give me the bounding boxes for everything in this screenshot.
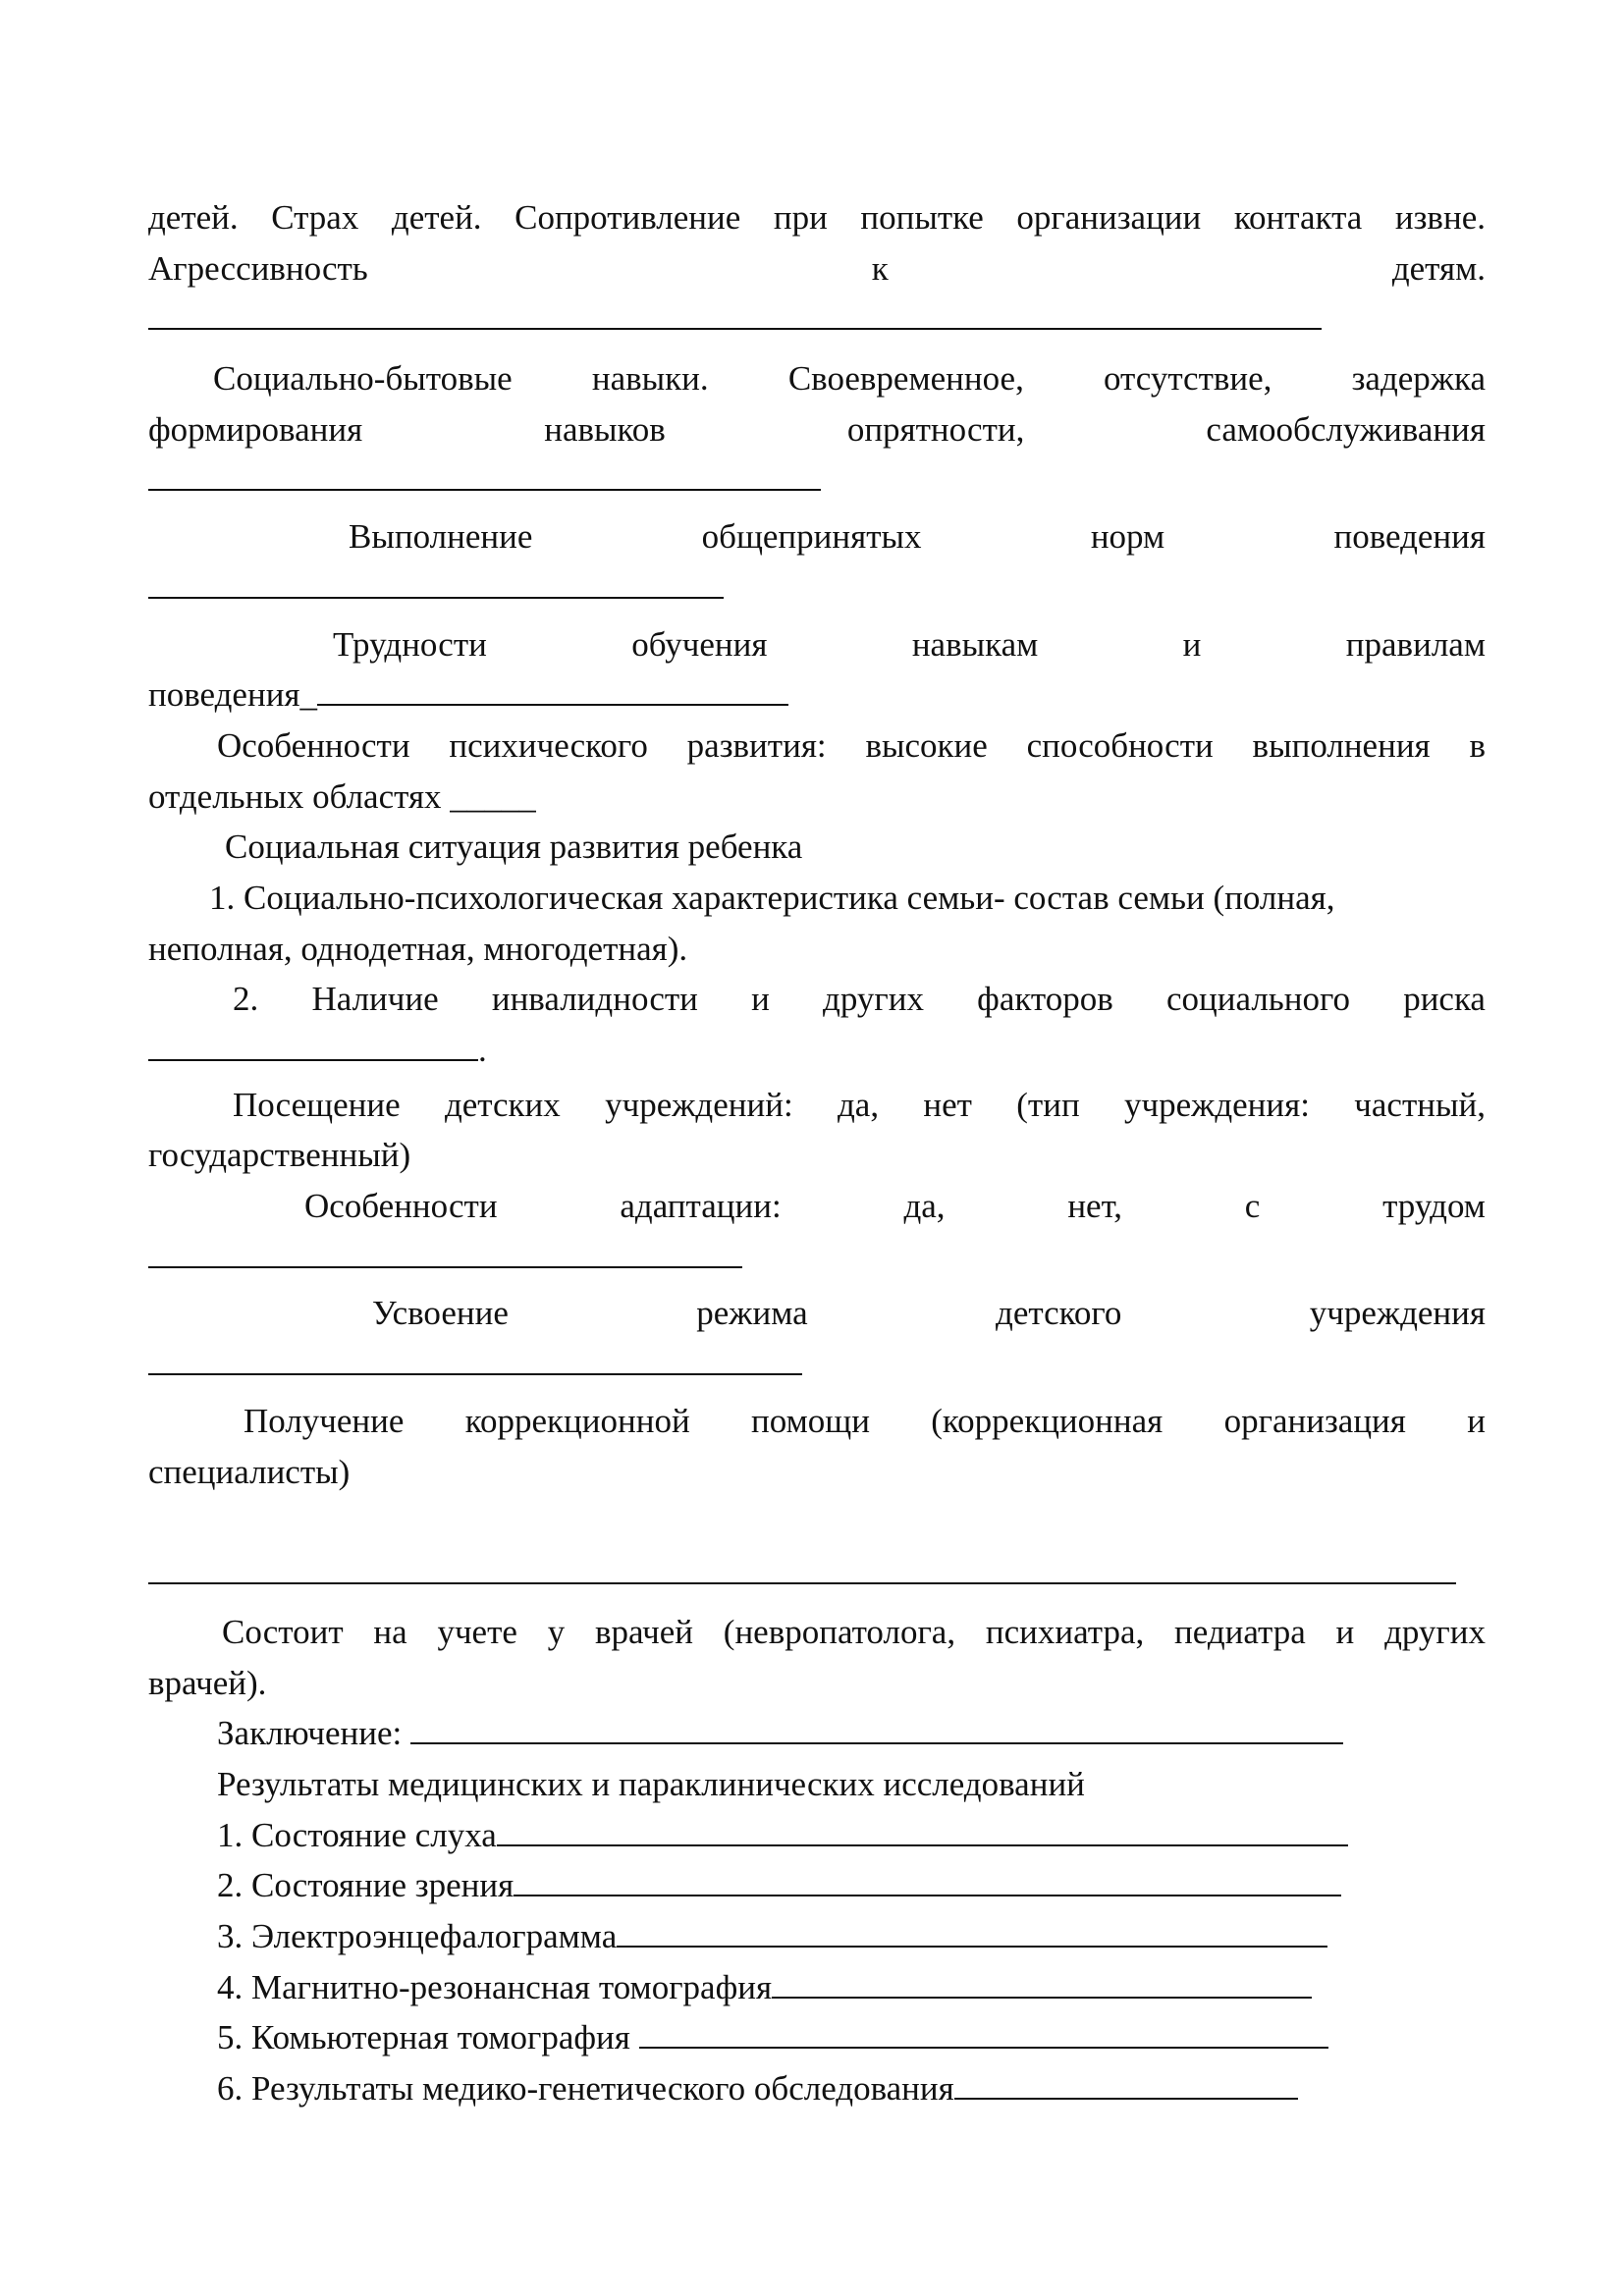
text-word: отсутствие, [1103,359,1272,399]
text-word: других [1384,1612,1486,1651]
section-heading: Результаты медицинских и параклинических исследований [217,1764,1085,1803]
text-word: да, [903,1187,946,1226]
text-word: попытке [860,198,984,237]
text-word: задержка [1351,359,1486,399]
fill-in-blank[interactable] [148,567,724,599]
conclusion-label: Заключение: [217,1714,410,1753]
paragraph-aggression [148,243,1486,294]
text-word: правилам [1345,624,1486,664]
medical-item-label: 1. Состояние слуха [217,1815,497,1854]
blank-line-aggression [148,294,1486,345]
paragraph-children-fear [148,192,1486,243]
text-word: учреждений: [605,1085,793,1124]
text-word: Социально-бытовые [213,359,513,399]
text-word: да, [837,1085,880,1124]
text-word: риска [1403,980,1486,1019]
text-word: детям. [1391,248,1486,288]
medical-item-hearing [148,1810,1486,1861]
text-word: учете [437,1612,517,1651]
paragraph-attendance-cont [148,1130,1486,1181]
fill-in-blank[interactable] [148,1344,802,1375]
medical-item-label: 5. Комьютерная томография [217,2018,639,2057]
medical-item-blank[interactable] [617,1916,1327,1948]
heading-medical-results [148,1759,1486,1810]
text-word: социального [1166,980,1350,1019]
paragraph-difficulties [148,619,1486,670]
list-item-family [148,873,1486,924]
paragraph-difficulties-cont [148,669,1486,721]
text-word: извне. [1394,198,1486,237]
text-word: врачей [594,1612,694,1651]
fill-in-blank[interactable] [148,459,821,491]
text-word: самообслуживания [1206,409,1486,449]
medical-item-blank[interactable] [497,1815,1348,1846]
text-word: контакта [1233,198,1363,237]
text-word: Выполнение [349,517,533,557]
text-word: педиатра [1174,1612,1306,1651]
document-page [148,192,1486,2114]
text-word: с [1244,1187,1261,1226]
fill-in-blank[interactable] [317,674,788,706]
paragraph-correction-cont [148,1447,1486,1498]
text-word: нет, [1067,1187,1122,1226]
text-word: и [1467,1401,1486,1440]
medical-item-eeg [148,1911,1486,1962]
text-label: поведения_ [148,675,318,715]
text-word: трудом [1382,1187,1486,1226]
text-word: (коррекционная [931,1401,1164,1440]
medical-item-label: 3. Электроэнцефалограмма [217,1917,618,1955]
text-word: Посещение [233,1085,401,1124]
text-word: учреждения: [1124,1085,1310,1124]
text-word: помощи [751,1401,870,1440]
medical-item-blank[interactable] [772,1967,1312,1999]
text-word: организации [1016,198,1202,237]
blank-line-disability [148,1025,1486,1076]
text-line: неполная, однодетная, многодетная). [148,929,688,968]
text-word: инвалидности [491,980,698,1019]
section-heading: Социальная ситуация развития ребенка [225,828,803,867]
paragraph-adaptation [148,1181,1486,1232]
text-word: способности [1026,725,1214,765]
text-word: развития: [686,725,827,765]
text-word: коррекционной [464,1401,690,1440]
medical-item-blank[interactable] [514,1865,1341,1896]
paragraph-attendance [148,1080,1486,1131]
text-word: Трудности [333,624,487,664]
list-item-disability [148,974,1486,1025]
text-word: Своевременное, [787,359,1024,399]
text-word: детей. [391,198,482,237]
text-word: факторов [977,980,1113,1019]
paragraph-social-skills-cont [148,404,1486,455]
text-word: при [773,198,828,237]
text-word: учреждения [1309,1294,1486,1333]
blank-line-correction [148,1548,1486,1599]
text-word: обучения [631,624,768,664]
text-word: формирования [148,409,363,449]
text-line: врачей). [148,1663,267,1702]
text-word: норм [1090,517,1165,557]
text-word: детских [444,1085,561,1124]
text-word: других [823,980,924,1019]
fill-in-blank[interactable] [148,1237,742,1268]
paragraph-social-skills [148,353,1486,404]
text-word: и [751,980,770,1019]
blank-line-norms [148,562,1486,614]
fill-in-blank[interactable] [148,298,1322,330]
blank-line-regime [148,1339,1486,1390]
text-word: Наличие [311,980,439,1019]
blank-line-social [148,454,1486,506]
empty-line [148,1497,1486,1548]
heading-social-situation [148,822,1486,873]
text-word: Страх [271,198,359,237]
medical-item-label: 4. Магнитно-резонансная томография [217,1967,773,2006]
text-word: частный, [1354,1085,1486,1124]
text-word: Особенности [304,1187,498,1226]
blank-line-adaptation [148,1232,1486,1283]
text-line: 1. Социально-психологическая характеристика семьи- состав семьи (полная, [209,878,1335,917]
paragraph-doctors [148,1607,1486,1658]
text-word: у [547,1612,566,1651]
medical-item-blank[interactable] [639,2017,1328,2049]
paragraph-psych-features [148,721,1486,772]
text-word: Усвоение [372,1294,509,1333]
medical-item-blank[interactable] [954,2068,1298,2100]
text-line: отдельных областях _____ [148,776,536,816]
text-word: 2. [233,980,259,1019]
text-word: высокие [865,725,988,765]
text-word: и [1335,1612,1355,1651]
paragraph-doctors-cont [148,1658,1486,1709]
text-word: в [1469,725,1486,765]
fill-in-blank[interactable] [148,1553,1456,1584]
fill-in-blank[interactable] [148,1030,478,1061]
text-word: Сопротивление [514,198,741,237]
text-line: государственный) [148,1136,411,1175]
medical-item-label: 2. Состояние зрения [217,1866,514,1905]
list-item-family-cont [148,924,1486,975]
text-word: Особенности [217,725,410,765]
conclusion-row [148,1708,1486,1759]
text-line: специалисты) [148,1452,351,1491]
text-punctuation: . [478,1031,487,1069]
text-word: Получение [244,1401,405,1440]
text-word: режима [696,1294,808,1333]
medical-item-genetics [148,2063,1486,2114]
medical-item-mri [148,1962,1486,2013]
text-word: детей. [148,198,239,237]
text-word: Состоит [222,1612,344,1651]
text-word: навыкам [911,624,1039,664]
conclusion-blank[interactable] [410,1713,1343,1744]
text-word: на [373,1612,407,1651]
text-word: психиатра, [985,1612,1145,1651]
text-word: поведения [1333,517,1486,557]
text-word: опрятности, [846,409,1025,449]
paragraph-psych-features-cont [148,772,1486,823]
text-word: нет [923,1085,972,1124]
text-word: Агрессивность [148,248,368,288]
text-word: общепринятых [701,517,922,557]
text-word: детского [996,1294,1122,1333]
paragraph-norms [148,511,1486,562]
text-word: (невропатолога, [723,1612,956,1651]
paragraph-correction [148,1396,1486,1447]
text-word: организация [1223,1401,1406,1440]
text-word: навыки. [591,359,709,399]
text-word: к [871,248,889,288]
medical-item-label: 6. Результаты медико-генетического обследования [217,2069,954,2109]
text-word: выполнения [1252,725,1431,765]
text-word: (тип [1016,1085,1080,1124]
text-word: адаптации: [620,1187,782,1226]
medical-item-vision [148,1860,1486,1911]
text-word: навыков [544,409,666,449]
text-word: психического [449,725,648,765]
medical-item-ct [148,2012,1486,2063]
text-word: и [1182,624,1202,664]
paragraph-regime [148,1288,1486,1339]
